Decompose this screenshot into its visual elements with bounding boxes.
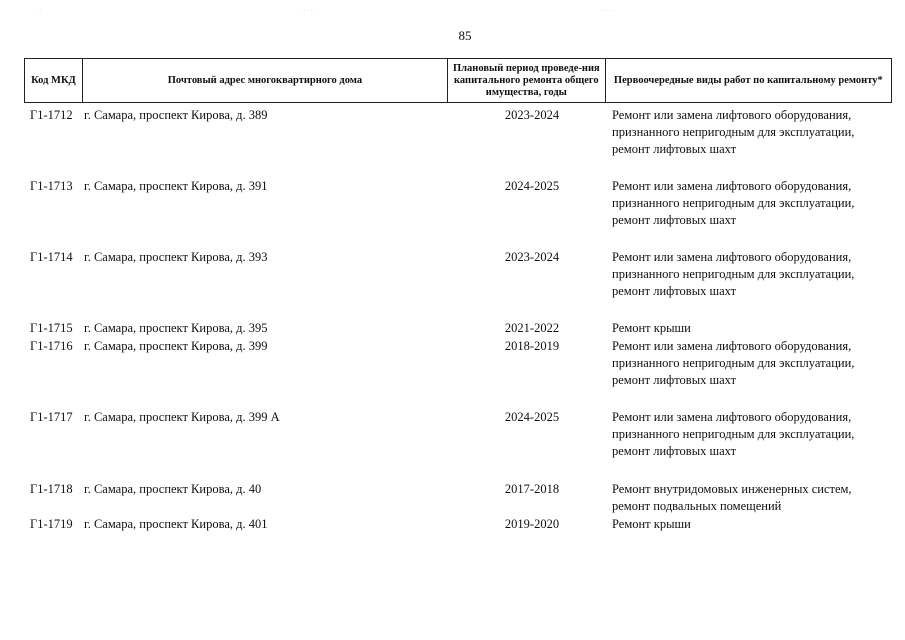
page-number: 85 bbox=[458, 28, 472, 43]
cell-address: г. Самара, проспект Кирова, д. 391 bbox=[84, 179, 268, 193]
header-period: Плановый период проведе-ния капитального ремонта общего имущества, годы bbox=[448, 59, 606, 102]
cell-code: Г1-1716 bbox=[30, 339, 73, 353]
cell-code: Г1-1715 bbox=[30, 321, 73, 335]
scan-artifact: · · bbox=[36, 8, 42, 14]
works-line: Ремонт крыши bbox=[612, 517, 691, 531]
header-address: Почтовый адрес многоквартирного дома bbox=[83, 59, 448, 102]
cell-works bbox=[612, 409, 892, 460]
cell-address: г. Самара, проспект Кирова, д. 393 bbox=[84, 250, 268, 264]
cell-period: 2021-2022 bbox=[504, 321, 560, 335]
scan-artifact: · · · · bbox=[600, 8, 613, 14]
cell-period: 2019-2020 bbox=[504, 517, 560, 531]
cell-address: г. Самара, проспект Кирова, д. 40 bbox=[84, 482, 262, 496]
cell-period: 2024-2025 bbox=[504, 179, 560, 193]
cell-code: Г1-1714 bbox=[30, 250, 73, 264]
cell-works bbox=[612, 481, 892, 515]
cell-code: Г1-1713 bbox=[30, 179, 73, 193]
cell-code: Г1-1712 bbox=[30, 108, 73, 122]
works-line: ремонт лифтовых шахт bbox=[612, 213, 737, 227]
works-line: признанного непригодным для эксплуатации, bbox=[612, 267, 855, 281]
works-line: признанного непригодным для эксплуатации, bbox=[612, 196, 855, 210]
cell-works bbox=[612, 338, 892, 389]
works-line: признанного непригодным для эксплуатации, bbox=[612, 125, 855, 139]
cell-works bbox=[612, 516, 892, 533]
works-line: Ремонт внутридомовых инженерных систем, bbox=[612, 482, 852, 496]
works-line: Ремонт крыши bbox=[612, 321, 691, 335]
table-header bbox=[24, 58, 892, 103]
cell-address: г. Самара, проспект Кирова, д. 399 bbox=[84, 339, 268, 353]
works-line: ремонт лифтовых шахт bbox=[612, 284, 737, 298]
works-line: Ремонт или замена лифтового оборудования, bbox=[612, 339, 852, 353]
cell-works bbox=[612, 107, 892, 158]
scan-artifact: · · · · · bbox=[300, 8, 316, 14]
works-line: Ремонт или замена лифтового оборудования, bbox=[612, 179, 852, 193]
cell-period: 2023-2024 bbox=[504, 250, 560, 264]
header-works: Первоочередные виды работ по капитальному ремонту* bbox=[613, 74, 883, 86]
cell-works bbox=[612, 320, 892, 337]
cell-code: Г1-1719 bbox=[30, 517, 73, 531]
cell-works bbox=[612, 178, 892, 229]
works-line: признанного непригодным для эксплуатации, bbox=[612, 356, 855, 370]
works-line: ремонт лифтовых шахт bbox=[612, 142, 737, 156]
cell-address: г. Самара, проспект Кирова, д. 389 bbox=[84, 108, 268, 122]
works-line: ремонт подвальных помещений bbox=[612, 499, 782, 513]
cell-code: Г1-1717 bbox=[30, 410, 73, 424]
cell-address: г. Самара, проспект Кирова, д. 399 А bbox=[84, 410, 280, 424]
cell-period: 2023-2024 bbox=[504, 108, 560, 122]
cell-address: г. Самара, проспект Кирова, д. 401 bbox=[84, 517, 268, 531]
cell-works bbox=[612, 249, 892, 300]
cell-code: Г1-1718 bbox=[30, 482, 73, 496]
cell-period: 2024-2025 bbox=[504, 410, 560, 424]
cell-period: 2017-2018 bbox=[504, 482, 560, 496]
cell-address: г. Самара, проспект Кирова, д. 395 bbox=[84, 321, 268, 335]
works-line: Ремонт или замена лифтового оборудования, bbox=[612, 410, 852, 424]
works-line: ремонт лифтовых шахт bbox=[612, 444, 737, 458]
works-line: признанного непригодным для эксплуатации, bbox=[612, 427, 855, 441]
works-line: Ремонт или замена лифтового оборудования, bbox=[612, 108, 852, 122]
works-line: Ремонт или замена лифтового оборудования, bbox=[612, 250, 852, 264]
works-line: ремонт лифтовых шахт bbox=[612, 373, 737, 387]
cell-period: 2018-2019 bbox=[504, 339, 560, 353]
header-code: Код МКД bbox=[25, 59, 83, 102]
